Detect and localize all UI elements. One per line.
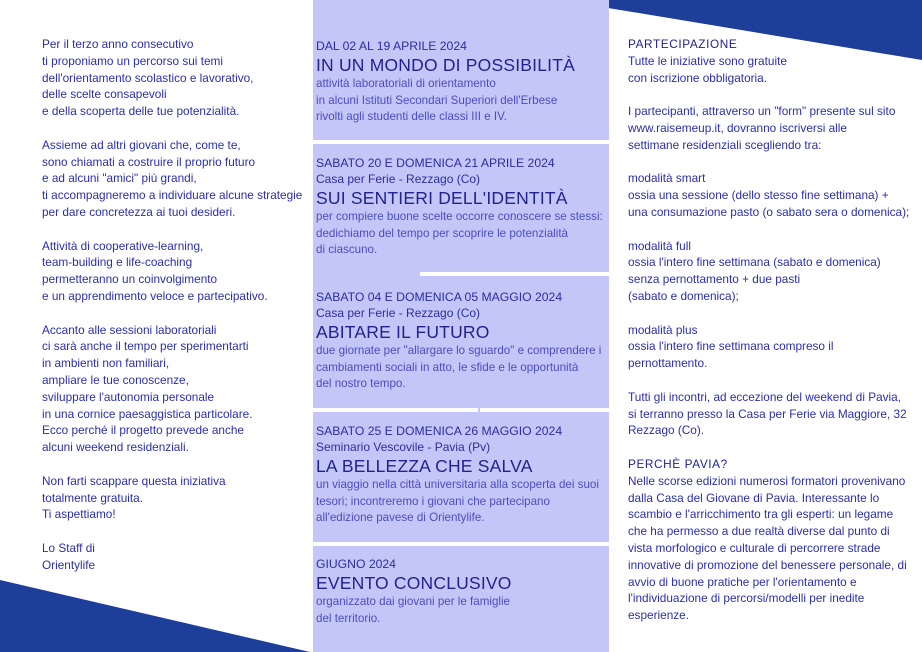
divider xyxy=(313,542,609,546)
event-title: LA BELLEZZA CHE SALVA xyxy=(316,456,533,476)
event-block xyxy=(316,556,604,627)
event-block xyxy=(316,38,604,126)
divider xyxy=(420,272,609,276)
event-date: GIUGNO 2024 xyxy=(316,557,396,571)
event-date: DAL 02 AL 19 APRILE 2024 xyxy=(316,39,467,53)
intro-paragraph: Non farti scappare questa iniziativa totalmente gratuita. Ti aspettiamo! xyxy=(42,473,226,522)
event-description: per compiere buone scelte occorre conoscere se stessi: dedichiamo del tempo per scoprire le potenzialità di ciascuno. xyxy=(316,210,603,256)
event-title: EVENTO CONCLUSIVO xyxy=(316,573,512,593)
intro-paragraph: Per il terzo anno consecutivo ti proponiamo un percorso sui temi dell'orientamento scolastico e lavorativo, delle scelte consapevoli e della scoperta delle tue potenzialità. xyxy=(42,37,254,119)
divider xyxy=(313,140,609,144)
event-block xyxy=(316,423,604,527)
event-description: attività laboratoriali di orientamento in alcuni Istituti Secondari Superiori dell'Erbese rivolti agli studenti delle classi III e IV. xyxy=(316,77,558,123)
event-description: due giornate per "allargare lo sguardo" e comprendere i cambiamenti sociali in atto, le sfide e le opportunità del nostro tempo. xyxy=(316,344,602,390)
event-location: Seminario Vescovile - Pavia (Pv) xyxy=(316,440,491,454)
divider xyxy=(313,408,478,412)
bottom-left-triangle xyxy=(0,580,310,652)
event-title: SUI SENTIERI DELL'IDENTITÀ xyxy=(316,188,568,208)
intro-paragraph: Assieme ad altri giovani che, come te, sono chiamati a costruire il proprio futuro e ad alcuni "amici" più grandi, ti accompagneremo a individuare alcune strategie per dare concretezza ai tuoi desideri. xyxy=(42,137,303,219)
section-heading: PERCHÈ PAVIA? xyxy=(628,456,728,471)
event-title: IN UN MONDO DI POSSIBILITÀ xyxy=(316,55,575,75)
event-date: SABATO 20 E DOMENICA 21 APRILE 2024 xyxy=(316,156,555,170)
event-description: un viaggio nella città universitaria alla scoperta dei suoi tesori; incontreremo i giovani che partecipano all'edizione pavese di Orientylife. xyxy=(316,478,599,524)
event-description: organizzato dai giovani per le famiglie del territorio. xyxy=(316,595,510,625)
info-column: PARTECIPAZIONE Tutte le iniziative sono gratuite con iscrizione obbligatoria. I partecipanti, attraverso un "form" presente sul sito www.raisemeup.it, dovranno iscriversi alle settimane residenziali scegliendo tra: modalità smart ossia una sessione (dello stesso fine settimana) + una consumazione pasto (o sabato sera o domenica); modalità full ossia l'intero fine settimana (sabato e domenica) senza pernottamento + due pasti (sabato e domenica); modalità plus ossia l'intero fine settimana compreso il pernottamento. Tutti gli incontri, ad eccezione del weekend di Pavia, si terranno presso la Casa per Ferie via Maggiore, 32 Rezzago (Co). PERCHÈ PAVIA? Nelle scorse edizioni numerosi formatori provenivano dalla Casa del Giovane di Pavia. Interessante lo scambio e l'arricchimento tra gli esperti: un legame che ha permesso a due realtà diverse dal punto di vista morfologico e culturale di percorrere strade innovative di promozione del benessere personale, di avvio di buone pratiche per l'orientamento e l'individuazione di percorsi/modelli per inedite esperienze. xyxy=(628,36,913,624)
signature: Lo Staff di Orientylife xyxy=(42,540,96,572)
section-heading: PARTECIPAZIONE xyxy=(628,37,738,51)
event-location: Casa per Ferie - Rezzago (Co) xyxy=(316,172,481,186)
event-block xyxy=(316,155,604,259)
intro-column xyxy=(42,36,302,590)
intro-paragraph: Accanto alle sessioni laboratoriali ci sarà anche il tempo per sperimentarti in ambienti non familiari, ampliare le tue conoscenze, sviluppare l'autonomia personale in una cornice paesaggistica particolare. Ecco perché il progetto prevede anche alcuni weekend residenziali. xyxy=(42,322,253,455)
event-location: Casa per Ferie - Rezzago (Co) xyxy=(316,306,481,320)
event-block xyxy=(316,289,604,393)
event-title: ABITARE IL FUTURO xyxy=(316,322,490,342)
event-date: SABATO 04 E DOMENICA 05 MAGGIO 2024 xyxy=(316,290,563,304)
website-link[interactable]: www.raisemeup.it, dovranno iscriversi alle xyxy=(628,120,847,135)
divider xyxy=(480,408,609,412)
intro-paragraph: Attività di cooperative-learning, team-building e life-coaching permetteranno un coinvolgimento e un apprendimento veloce e partecipativo. xyxy=(42,238,268,303)
event-date: SABATO 25 E DOMENICA 26 MAGGIO 2024 xyxy=(316,424,563,438)
